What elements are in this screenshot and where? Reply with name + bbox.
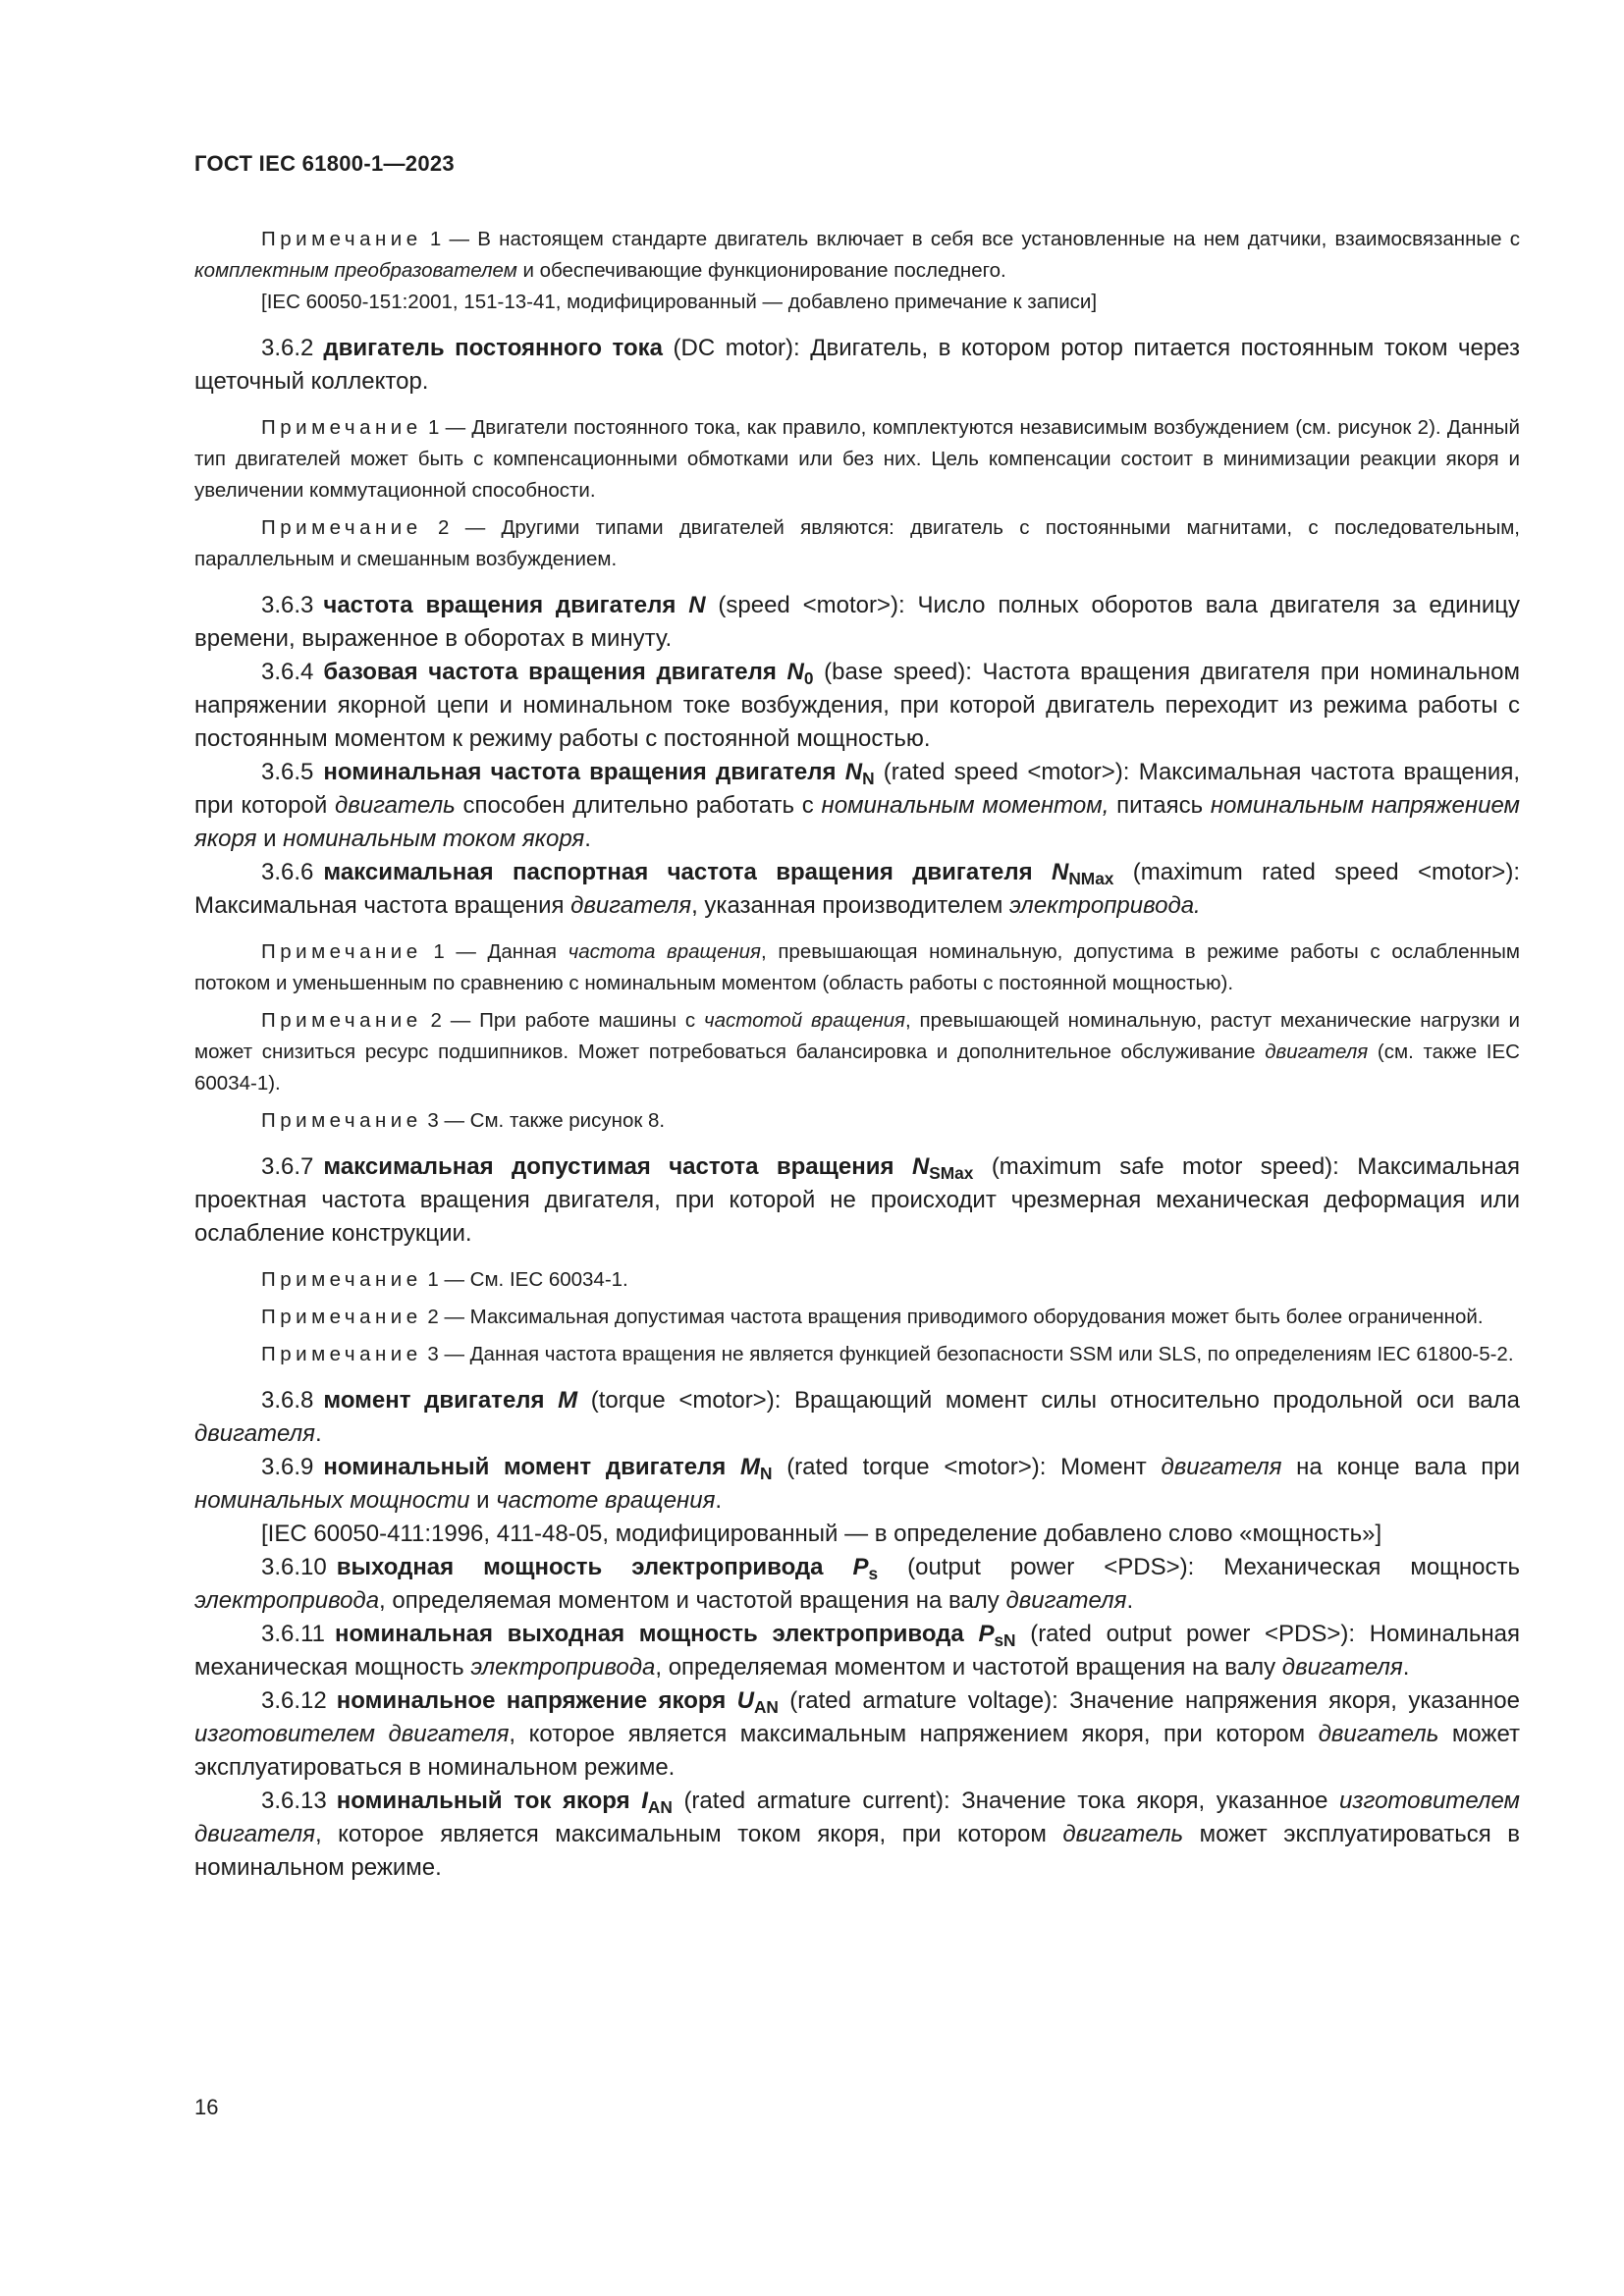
note: Примечание 3 — См. также рисунок 8.	[261, 1109, 666, 1132]
note: Примечание 2 — При работе машины с частотой вращения, превышающей номинальную, растут механические нагрузки и может снизиться ресурс подшипников. Может потребоваться балансировка и дополнительное обслуживание двигателя (см. также IEC 60034-1).	[194, 1009, 1520, 1095]
term-3-6-2: 3.6.2 двигатель постоянного тока (DC motor): Двигатель, в котором ротор питается постоянным током через щеточный коллектор.	[194, 335, 1521, 395]
source-reference: [IEC 60050-151:2001, 151-13-41, модифицированный — добавлено примечание к записи]	[261, 291, 1098, 313]
source-reference: [IEC 60050-411:1996, 411-48-05, модифицированный — в определение добавлено слово «мощность»]	[261, 1521, 1382, 1547]
term-3-6-4: 3.6.4 базовая частота вращения двигателя $N_0$ (base speed): Частота вращения двигателя при номинальном напряжении якорной цепи и номинальном токе возбуждения, при которой двигатель переходит из режима работы с постоянным моментом к режиму работы с постоянной мощностью.	[194, 659, 1521, 752]
term-3-6-13: 3.6.13 номинальный ток якоря $I_{AN}$ (rated armature current): Значение тока якоря, указанное изготовителем двигателя, которое является максимальным током якоря, при котором двигатель может эксплуатироваться в номинальном режиме.	[194, 1788, 1520, 1881]
term-3-6-5: 3.6.5 номинальная частота вращения двигателя $N_N$ (rated speed <motor>): Максимальная частота вращения, при которой двигатель способен длительно работать с номинальным моментом, питаясь номинальным напряжением якоря и номинальным током якоря.	[194, 759, 1520, 852]
term-3-6-12: 3.6.12 номинальное напряжение якоря $U_{AN}$ (rated armature voltage): Значение напряжения якоря, указанное изготовителем двигателя, которое является максимальным напряжением якоря, при котором двигатель может эксплуатироваться в номинальном режиме.	[194, 1687, 1521, 1781]
note: Примечание 2 — Максимальная допустимая частота вращения приводимого оборудования может быть более ограниченной.	[261, 1306, 1484, 1328]
term-3-6-3: 3.6.3 частота вращения двигателя N (speed <motor>): Число полных оборотов вала двигателя за единицу времени, выраженное в оборотах в минуту.	[194, 592, 1520, 652]
term-3-6-11: 3.6.11 номинальная выходная мощность электропривода $P_{sN}$ (rated output power <PDS>): Номинальная механическая мощность электропривода, определяемая моментом и частотой вращения на валу двигателя.	[194, 1621, 1520, 1681]
note-label: Примечание	[261, 228, 422, 250]
note: Примечание 2 — Другими типами двигателей являются: двигатель с постоянными магнитами, с последовательным, параллельным и смешанным возбуждением.	[194, 516, 1520, 570]
page-number: 16	[194, 2095, 219, 2119]
note: Примечание 1 — Данная частота вращения, превышающая номинальную, допустима в режиме работы с ослабленным потоком и уменьшенным по сравнению с номинальным моментом (область работы с постоянной мощностью).	[194, 940, 1520, 994]
note: Примечание 1 — Двигатели постоянного тока, как правило, комплектуются независимым возбуждением (см. рисунок 2). Данный тип двигателей может быть с компенсационными обмотками или без них. Цель компенсации состоит в минимизации реакции якоря и увеличении коммутационной способности.	[194, 416, 1520, 502]
page-content	[194, 224, 1520, 1885]
term-3-6-9: 3.6.9 номинальный момент двигателя $M_N$ (rated torque <motor>): Момент двигателя на конце вала при номинальных мощности и частоте вращения.	[194, 1454, 1520, 1514]
note: Примечание 3 — Данная частота вращения не является функцией безопасности SSM или SLS, по определениям IEC 61800-5-2.	[261, 1343, 1514, 1365]
term-3-6-8: 3.6.8 момент двигателя M (torque <motor>): Вращающий момент силы относительно продольной оси вала двигателя.	[194, 1387, 1520, 1447]
term-3-6-6: 3.6.6 максимальная паспортная частота вращения двигателя $N_{NMax}$ (maximum rated speed <motor>): Максимальная частота вращения двигателя, указанная производителем электропривода.	[194, 859, 1520, 919]
note: Примечание 1 — В настоящем стандарте двигатель включает в себя все установленные на нем датчики, взаимосвязанные с комплектным преобразователем и обеспечивающие функционирование последнего.	[194, 228, 1520, 282]
term-3-6-10: 3.6.10 выходная мощность электропривода $P_s$ (output power <PDS>): Механическая мощность электропривода, определяемая моментом и частотой вращения на валу двигателя.	[194, 1554, 1521, 1614]
term-3-6-7: 3.6.7 максимальная допустимая частота вращения $N_{SMax}$ (maximum safe motor speed): Максимальная проектная частота вращения двигателя, при которой не происходит чрезмерная механическая деформация или ослабление конструкции.	[194, 1153, 1521, 1247]
note: Примечание 1 — См. IEC 60034-1.	[261, 1268, 628, 1291]
page-header: ГОСТ IEC 61800-1—2023	[194, 151, 455, 176]
